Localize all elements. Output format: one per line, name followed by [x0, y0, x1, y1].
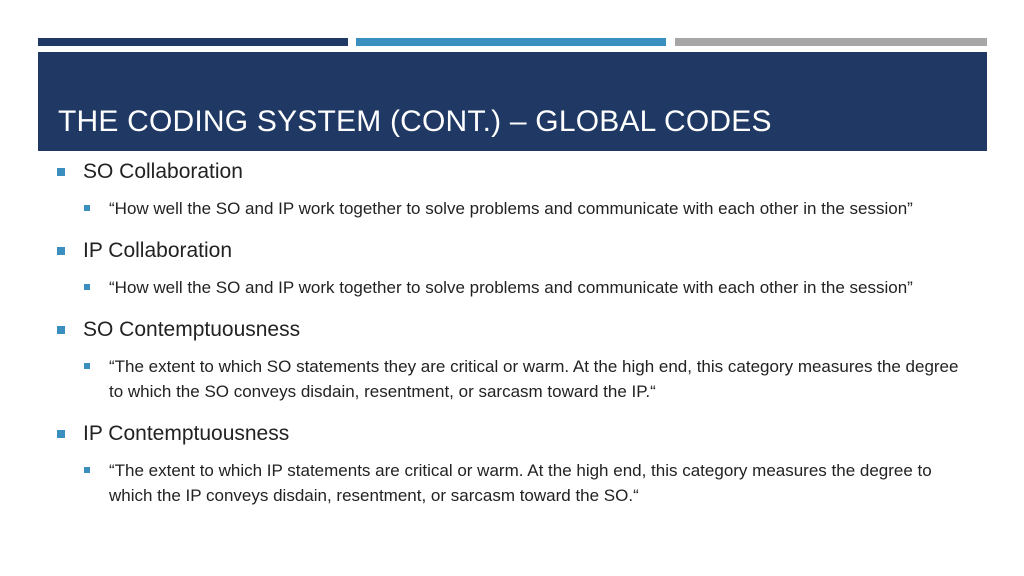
square-bullet-icon	[84, 205, 90, 211]
accent-bar-blue	[356, 38, 666, 46]
sub-bullet-text: “The extent to which IP statements are critical or warm. At the high end, this category measures the degree to which the IP conveys disdain, resentment, or sarcasm toward the SO.“	[109, 461, 932, 505]
sub-bullet-ip-collaboration	[109, 275, 976, 300]
square-bullet-icon	[57, 168, 65, 176]
bullet-item-so-collaboration	[56, 158, 976, 186]
square-bullet-icon	[57, 326, 65, 334]
square-bullet-icon	[84, 284, 90, 290]
sub-bullet-text: “How well the SO and IP work together to solve problems and communicate with each other in the session”	[109, 199, 913, 218]
bullet-item-so-contemptuousness	[56, 316, 976, 344]
sub-bullet-so-contemptuousness	[109, 354, 976, 404]
sub-bullet-ip-contemptuousness	[109, 458, 976, 508]
bullet-label: SO Collaboration	[83, 160, 243, 183]
slide-title: THE CODING SYSTEM (CONT.) – GLOBAL CODES	[58, 105, 772, 138]
accent-bar-gray	[675, 38, 987, 46]
sub-bullet-text: “How well the SO and IP work together to solve problems and communicate with each other in the session”	[109, 278, 913, 297]
accent-bar-dark	[38, 38, 348, 46]
bullet-label: SO Contemptuousness	[83, 318, 301, 341]
bullet-item-ip-contemptuousness	[56, 420, 976, 448]
sub-bullet-so-collaboration	[109, 196, 976, 221]
square-bullet-icon	[57, 430, 65, 438]
sub-bullet-text: “The extent to which SO statements they are critical or warm. At the high end, this category measures the degree to which the SO conveys disdain, resentment, or sarcasm toward the IP.“	[109, 357, 959, 401]
bullet-label: IP Contemptuousness	[83, 422, 290, 445]
bullet-label: IP Collaboration	[83, 239, 233, 262]
bullet-list	[56, 158, 976, 524]
title-band	[38, 52, 987, 151]
square-bullet-icon	[84, 467, 90, 473]
square-bullet-icon	[84, 363, 90, 369]
square-bullet-icon	[57, 247, 65, 255]
bullet-item-ip-collaboration	[56, 237, 976, 265]
